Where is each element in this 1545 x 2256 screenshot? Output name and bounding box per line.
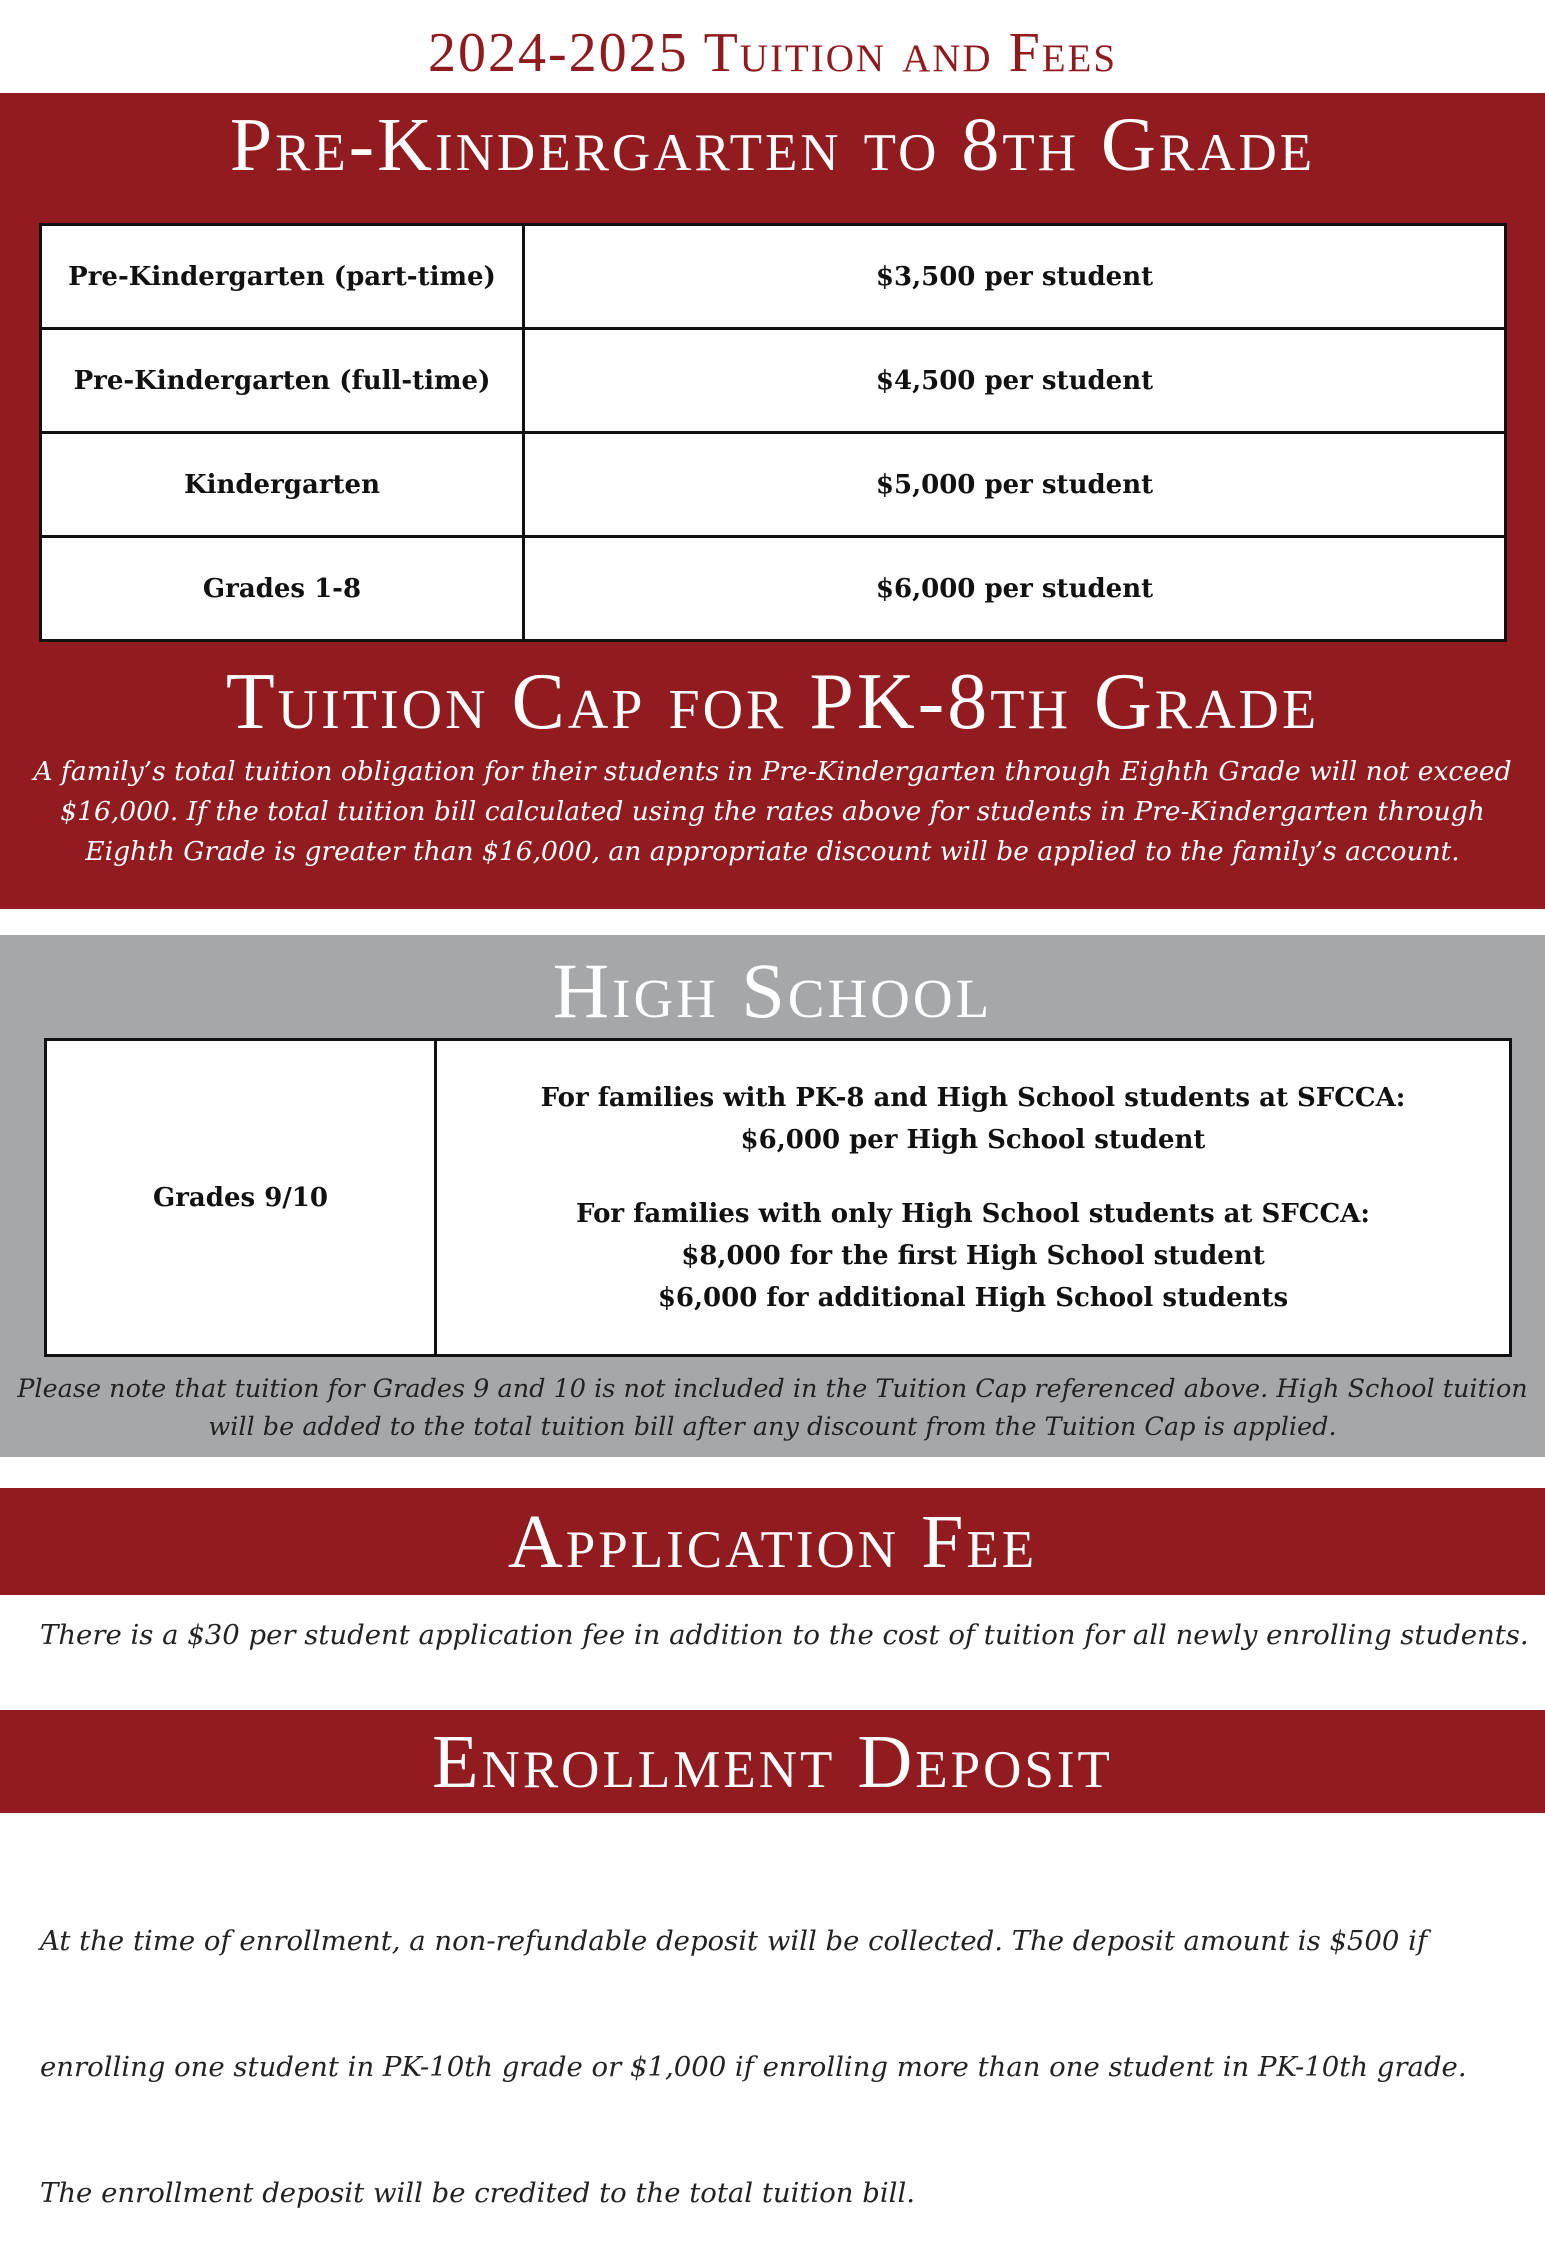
grade-cell: Pre-Kindergarten (part-time) [41, 225, 524, 329]
high-school-heading: High School [552, 947, 993, 1034]
mixed-family-label: For families with PK-8 and High School students at SFCCA: [540, 1082, 1406, 1113]
mixed-family-price: $6,000 per High School student [740, 1124, 1206, 1155]
high-school-price-cell [436, 1040, 1511, 1356]
price-cell: $5,000 per student [524, 433, 1506, 537]
text-line: The enrollment deposit will be credited to the total tuition bill. [40, 2177, 915, 2209]
price-cell: $3,500 per student [524, 225, 1506, 329]
table-row [41, 225, 1506, 329]
price-cell: $6,000 per student [524, 537, 1506, 641]
tuition-cap-heading: Tuition Cap for PK-8th Grade [225, 658, 1320, 746]
grade-cell: Grades 1-8 [41, 537, 524, 641]
table-row [46, 1040, 1511, 1356]
application-fee-heading: Application Fee [507, 1500, 1038, 1584]
text-line: At the time of enrollment, a non-refundable deposit will be collected. The deposit amount is $500 if [40, 1925, 1428, 1957]
grade-cell: Grades 9/10 [46, 1040, 436, 1356]
grade-cell: Kindergarten [41, 433, 524, 537]
grade-cell: Pre-Kindergarten (full-time) [41, 329, 524, 433]
table-row [41, 537, 1506, 641]
page-title: 2024-2025 Tuition and Fees [427, 22, 1118, 84]
high-school-note [0, 1370, 1545, 1446]
pk8-heading: Pre-Kindergarten to 8th Grade [229, 103, 1316, 187]
table-row [41, 433, 1506, 537]
application-fee-text: There is a $30 per student application fee in addition to the cost of tuition for all newly enrolling students. [40, 1619, 1529, 1651]
text-line: $16,000. If the total tuition bill calculated using the rates above for students in Pre-Kindergarten through [60, 796, 1485, 827]
pk8-tuition-table [39, 223, 1507, 642]
text-line: enrolling one student in PK-10th grade or $1,000 if enrolling more than one student in PK-10th grade. [40, 2051, 1467, 2083]
hs-only-additional-price: $6,000 for additional High School students [657, 1282, 1289, 1313]
tuition-cap-text [0, 752, 1545, 872]
price-cell: $4,500 per student [524, 329, 1506, 433]
high-school-tuition-table [44, 1038, 1512, 1357]
text-line: A family’s total tuition obligation for their students in Pre-Kindergarten through Eighth Grade will not exceed [33, 756, 1512, 787]
text-line: Eighth Grade is greater than $16,000, an appropriate discount will be applied to the family’s account. [85, 836, 1460, 867]
enrollment-deposit-text [40, 1836, 1467, 2256]
hs-only-first-price: $8,000 for the first High School student [681, 1240, 1265, 1271]
hs-only-family-label: For families with only High School students at SFCCA: [576, 1198, 1370, 1229]
text-line: will be added to the total tuition bill after any discount from the Tuition Cap is applied. [208, 1412, 1337, 1442]
text-line: Please note that tuition for Grades 9 and 10 is not included in the Tuition Cap referenced above. High School tuition [17, 1374, 1528, 1404]
enrollment-deposit-heading: Enrollment Deposit [432, 1720, 1113, 1804]
table-row [41, 329, 1506, 433]
